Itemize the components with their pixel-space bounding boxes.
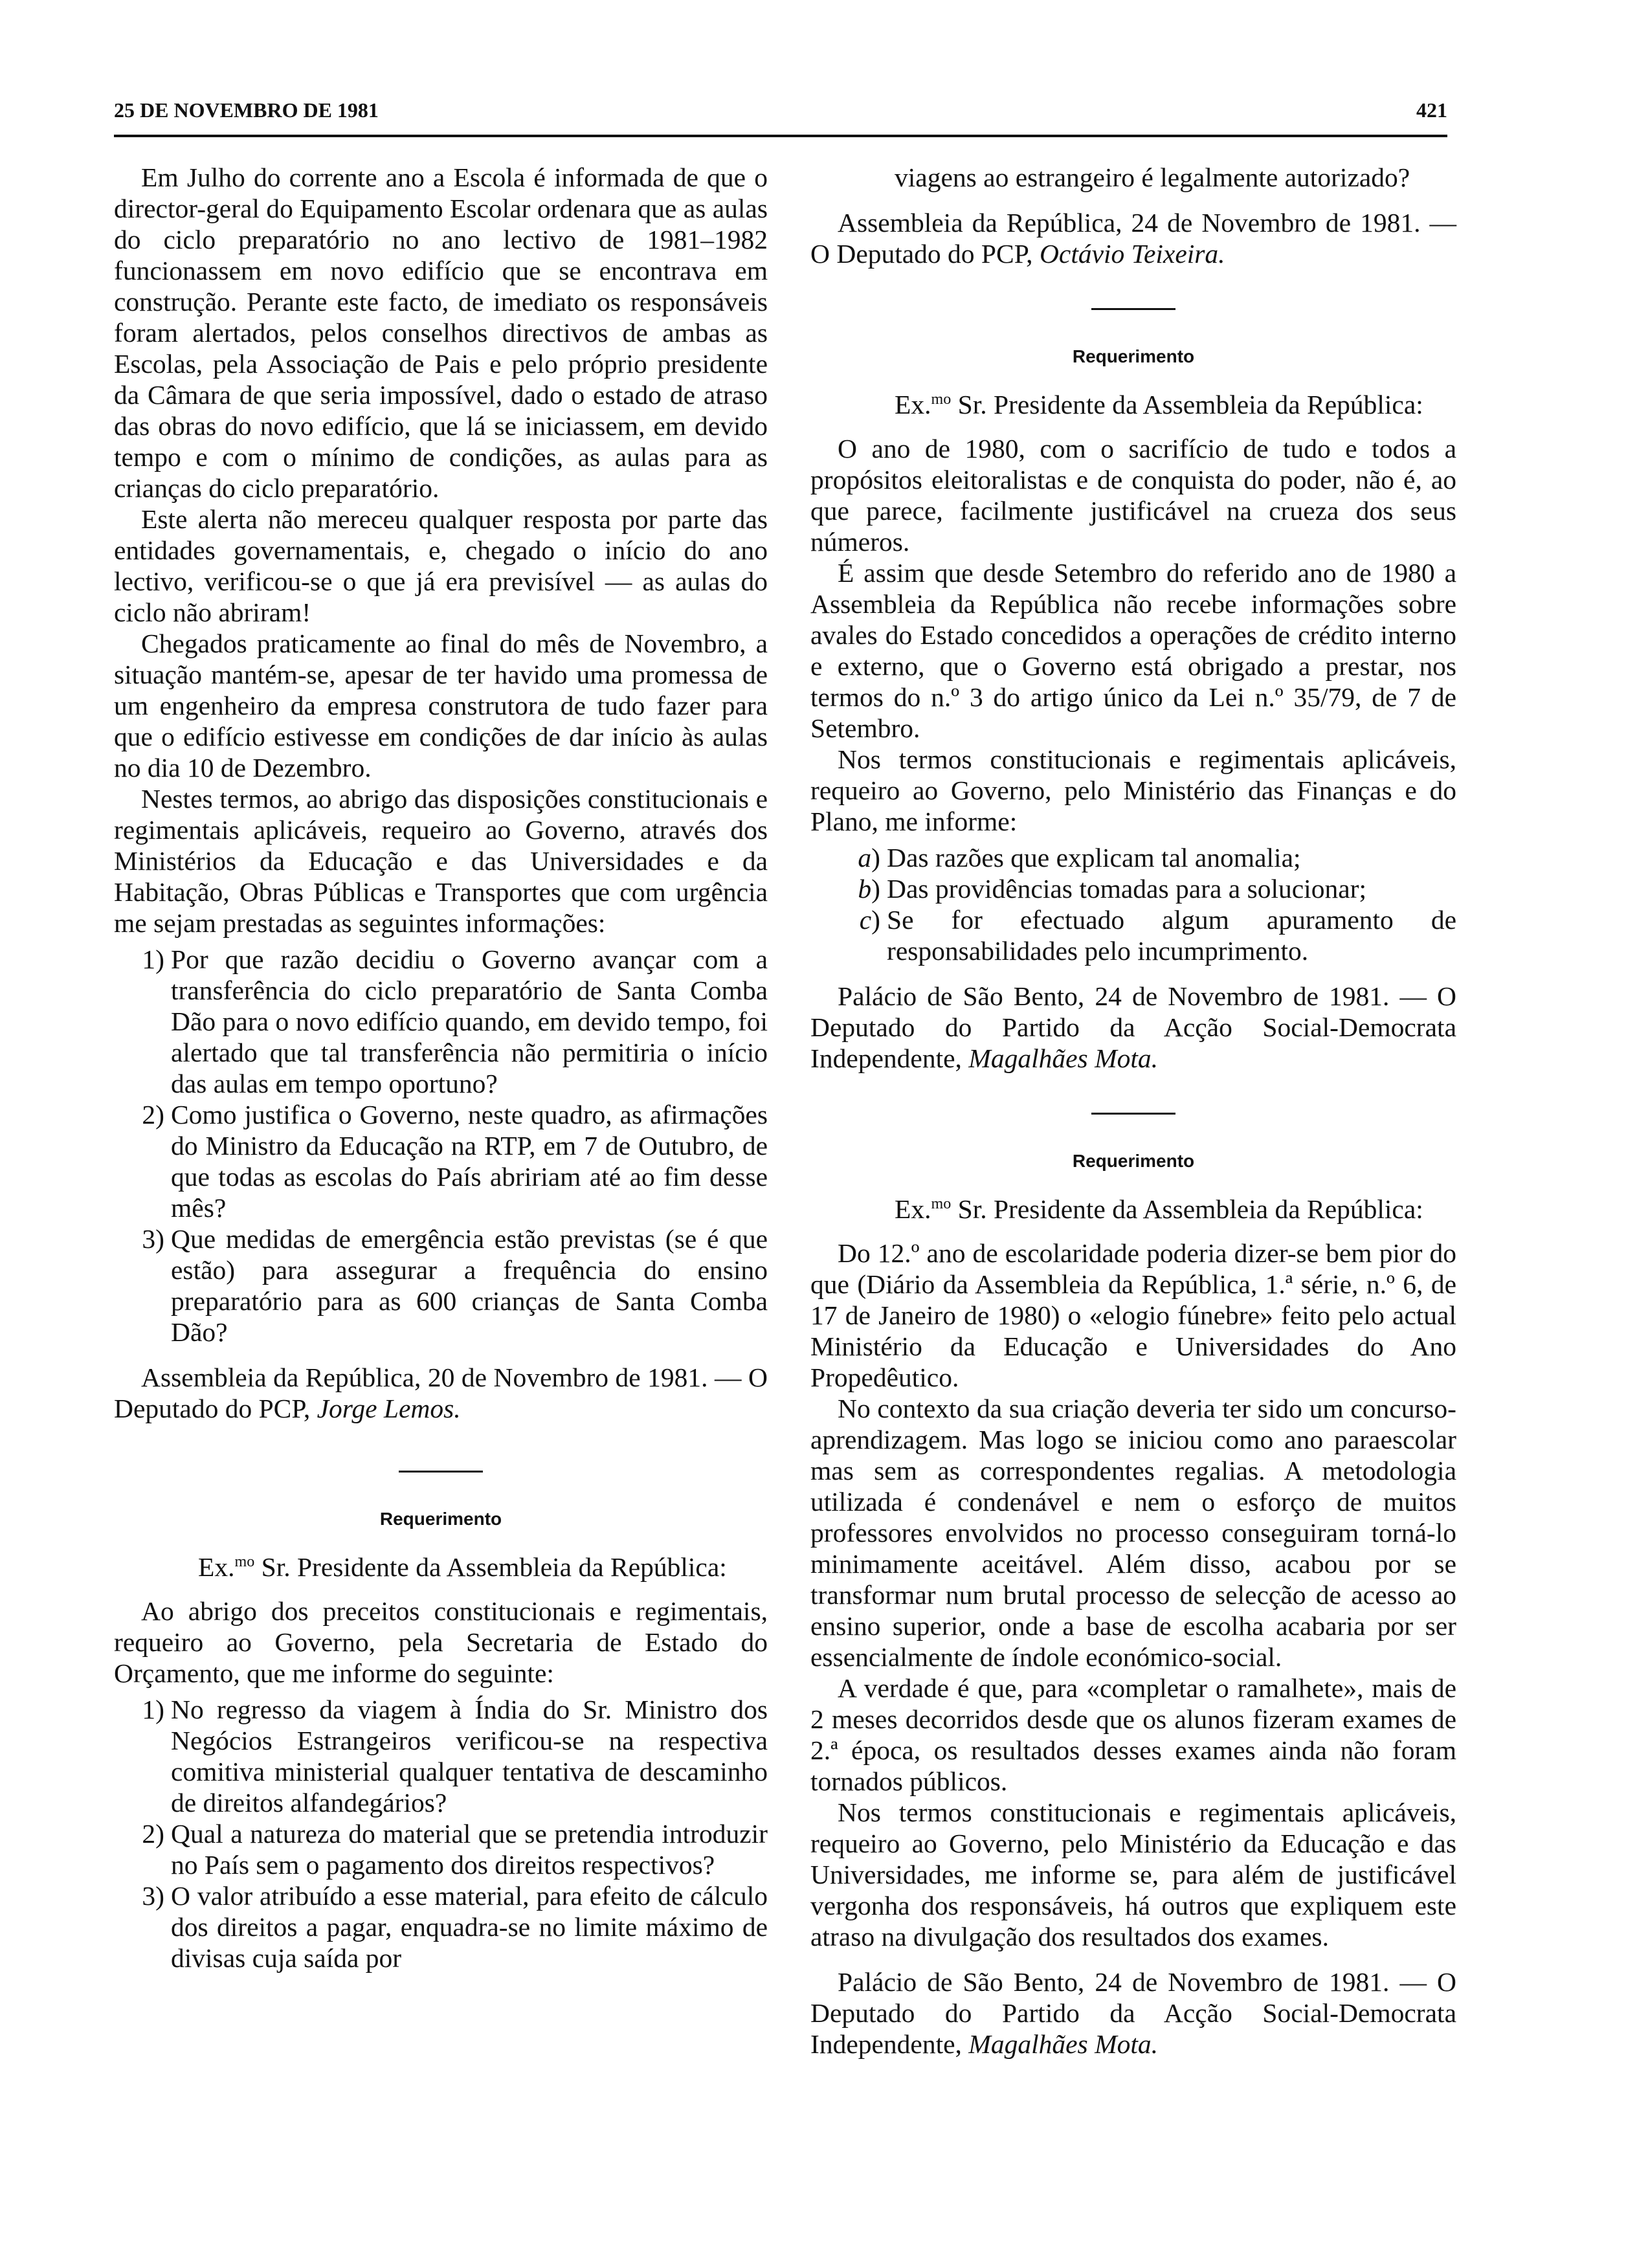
item-number: 3)	[142, 1881, 164, 1911]
paragraph: O ano de 1980, com o sacrifício de tudo e todos a propósitos eleitoralistas e de conquista do poder, não é, ao que parece, facilmente justificável na crueza dos seus números.	[810, 434, 1456, 557]
item-text: Como justifica o Governo, neste quadro, as afirmações do Ministro da Educação na RTP, em 7 de Outubro, de que todas as escolas do País abririam até ao fim desse mês?	[171, 1100, 768, 1223]
section-title: Requerimento	[379, 1509, 502, 1529]
paragraph: Nos termos constitucionais e regimentais aplicáveis, requeiro ao Governo, pelo Ministério das Finanças e do Plano, me informe:	[810, 744, 1456, 836]
list-item	[114, 1099, 768, 1223]
signature-block	[810, 981, 1456, 1074]
item-letter: c)	[859, 905, 880, 935]
paragraph: Chegados praticamente ao final do mês de Novembro, a situação mantém-se, apesar de ter havido uma promessa de um engenheiro da empresa construtora de tudo fazer para que o edifício estivesse em condições de dar início às aulas no dia 10 de Dezembro.	[114, 628, 768, 783]
item-number: 3)	[142, 1224, 164, 1254]
paragraph: Este alerta não mereceu qualquer resposta por parte das entidades governamentais, e, chegado o início do ano lectivo, verificou-se o que já era previsível — as aulas do ciclo não abriram!	[114, 504, 768, 627]
question-list	[114, 1694, 768, 1973]
letter-list	[810, 842, 1456, 966]
item-letter-text: c	[859, 905, 872, 935]
paragraph: A verdade é que, para «completar o ramalhete», mais de 2 meses decorridos desde que os alunos fizeram exames de 2.ª época, os resultados desses exames ainda não foram tornados públicos.	[810, 1673, 1456, 1796]
item-letter: a)	[858, 843, 880, 873]
item-number: 1)	[142, 944, 164, 974]
item-text: No regresso da viagem à Índia do Sr. Ministro dos Negócios Estrangeiros verificou-se na respectiva comitiva ministerial qualquer tentativa de descaminho de direitos alfandegários?	[171, 1695, 768, 1818]
salutation-text: Sr. Presidente da Assembleia da República:	[951, 390, 1423, 419]
signature-name: Jorge Lemos.	[317, 1394, 461, 1423]
salutation-superscript: mo	[931, 1195, 952, 1213]
signature-block	[810, 1966, 1456, 2060]
list-item	[114, 944, 768, 1099]
signature-name: Magalhães Mota.	[968, 1043, 1159, 1073]
item-text: Das providências tomadas para a solucionar;	[887, 874, 1366, 904]
list-item	[114, 1694, 768, 1818]
item-text: O valor atribuído a esse material, para efeito de cálculo dos direitos a pagar, enquadra-se no limite máximo de divisas cuja saída por	[171, 1881, 768, 1973]
paragraph: viagens ao estrangeiro é legalmente autorizado?	[895, 162, 1410, 192]
paragraph: Em Julho do corrente ano a Escola é informada de que o director-geral do Equipamento Escolar ordenara que as aulas do ciclo preparatório no ano lectivo de 1981–1982 funcionassem em novo edifício que se encontrava em construção. Perante este facto, de imediato os responsáveis foram alertados, pelos conselhos directivos de ambas as Escolas, pela Associação de Pais e pelo próprio presidente da Câmara de que seria impossível, dado o estado de atraso das obras do novo edifício, que lá se iniciassem, em devido tempo e com o mínimo de condições, as aulas para as crianças do ciclo preparatório.	[114, 162, 768, 503]
salutation-superscript: mo	[931, 391, 952, 408]
section-title: Requerimento	[1072, 346, 1195, 366]
signature-name: Octávio Teixeira.	[1039, 239, 1225, 269]
list-item	[114, 1223, 768, 1348]
signature-text: Assembleia da República, 24 de Novembro de 1981. — O Deputado do PCP,	[810, 208, 1456, 269]
item-number: 2)	[142, 1100, 164, 1129]
paragraph: É assim que desde Setembro do referido ano de 1980 a Assembleia da República não recebe informações sobre avales do Estado concedidos a operações de crédito interno e externo, que o Governo está obrigado a prestar, nos termos do n.º 3 do artigo único da Lei n.º 35/79, de 7 de Setembro.	[810, 558, 1456, 743]
list-item	[810, 873, 1456, 904]
salutation	[810, 389, 1456, 420]
header-date: 25 DE NOVEMBRO DE 1981	[114, 98, 379, 122]
list-item	[810, 904, 1456, 966]
signature-block	[114, 1362, 768, 1424]
signature-text: Assembleia da República, 20 de Novembro de 1981. — O Deputado do PCP,	[114, 1362, 768, 1423]
item-text: Que medidas de emergência estão previstas (se é que estão) para assegurar a frequência do ensino preparatório para as 600 crianças de Santa Comba Dão?	[171, 1224, 768, 1347]
page-header	[114, 96, 1447, 137]
signature-block	[810, 207, 1456, 269]
item-text: Por que razão decidiu o Governo avançar com a transferência do ciclo preparatório de Santa Comba Dão para o novo edifício quando, em devido tempo, foi alertado que tal transferência não permitiria o início das aulas em tempo oportuno?	[171, 944, 768, 1098]
salutation-text: Sr. Presidente da Assembleia da República:	[951, 1194, 1423, 1224]
paragraph: Nos termos constitucionais e regimentais aplicáveis, requeiro ao Governo, pelo Ministério da Educação e das Universidades, me informe se, para além de justificável vergonha dos responsáveis, há outros que expliquem este atraso na divulgação dos resultados dos exames.	[810, 1797, 1456, 1951]
paragraph: Ao abrigo dos preceitos constitucionais e regimentais, requeiro ao Governo, pela Secretaria de Estado do Orçamento, que me informe do seguinte:	[114, 1596, 768, 1688]
salutation-text: Sr. Presidente da Assembleia da República:	[254, 1552, 727, 1582]
right-column	[810, 162, 1456, 2060]
signature-text: Palácio de São Bento, 24 de Novembro de 1981. — O Deputado do Partido da Acção Social-Democrata Independente,	[810, 1967, 1456, 2059]
item-number: 1)	[142, 1695, 164, 1724]
salutation-prefix: Ex.	[895, 390, 931, 419]
salutation-prefix: Ex.	[895, 1194, 931, 1224]
salutation	[114, 1551, 768, 1583]
page-number: 421	[1416, 98, 1447, 122]
left-column	[114, 162, 768, 1984]
item-letter: b)	[858, 874, 880, 904]
paragraph: Nestes termos, ao abrigo das disposições constitucionais e regimentais aplicáveis, requeiro ao Governo, através dos Ministérios da Educação e das Universidades e da Habitação, Obras Públicas e Transportes que com urgência me sejam prestadas as seguintes informações:	[114, 784, 768, 938]
paragraph: Do 12.º ano de escolaridade poderia dizer-se bem pior do que (Diário da Assembleia da República, 1.ª série, n.º 6, de 17 de Janeiro de 1980) o «elogio fúnebre» feito pelo actual Ministério da Educação e Universidades do Ano Propedêutico.	[810, 1238, 1456, 1392]
salutation-prefix: Ex.	[198, 1552, 235, 1582]
salutation	[810, 1194, 1456, 1225]
question-list	[114, 944, 768, 1348]
item-text: Se for efectuado algum apuramento de responsabilidades pelo incumprimento.	[887, 905, 1456, 966]
section-divider	[1091, 308, 1175, 310]
section-title: Requerimento	[1072, 1151, 1195, 1171]
list-item	[810, 842, 1456, 873]
list-item	[114, 1880, 768, 1973]
section-divider	[1091, 1113, 1175, 1115]
signature-text: Palácio de São Bento, 24 de Novembro de 1981. — O Deputado do Partido da Acção Social-Democrata Independente,	[810, 981, 1456, 1073]
section-divider	[399, 1471, 483, 1473]
item-letter-text: b	[858, 874, 872, 904]
item-letter-text: a	[858, 843, 872, 873]
list-item	[114, 1818, 768, 1880]
item-text: Das razões que explicam tal anomalia;	[887, 843, 1301, 873]
item-text: Qual a natureza do material que se pretendia introduzir no País sem o pagamento dos direitos respectivos?	[171, 1819, 768, 1880]
signature-name: Magalhães Mota.	[968, 2029, 1159, 2059]
item-number: 2)	[142, 1819, 164, 1849]
paragraph: No contexto da sua criação deveria ter sido um concurso-aprendizagem. Mas logo se iniciou como ano paraescolar mas sem as correspondentes regalias. A metodologia utilizada é condenável e nem o esforço de muitos professores envolvidos no processo conseguiram torná-lo minimamente aceitável. Além disso, acabou por se transformar num brutal processo de selecção de acesso ao ensino superior, onde a base de escolha acabaria por ser essencialmente de índole económico-social.	[810, 1394, 1456, 1672]
salutation-superscript: mo	[234, 1553, 255, 1571]
